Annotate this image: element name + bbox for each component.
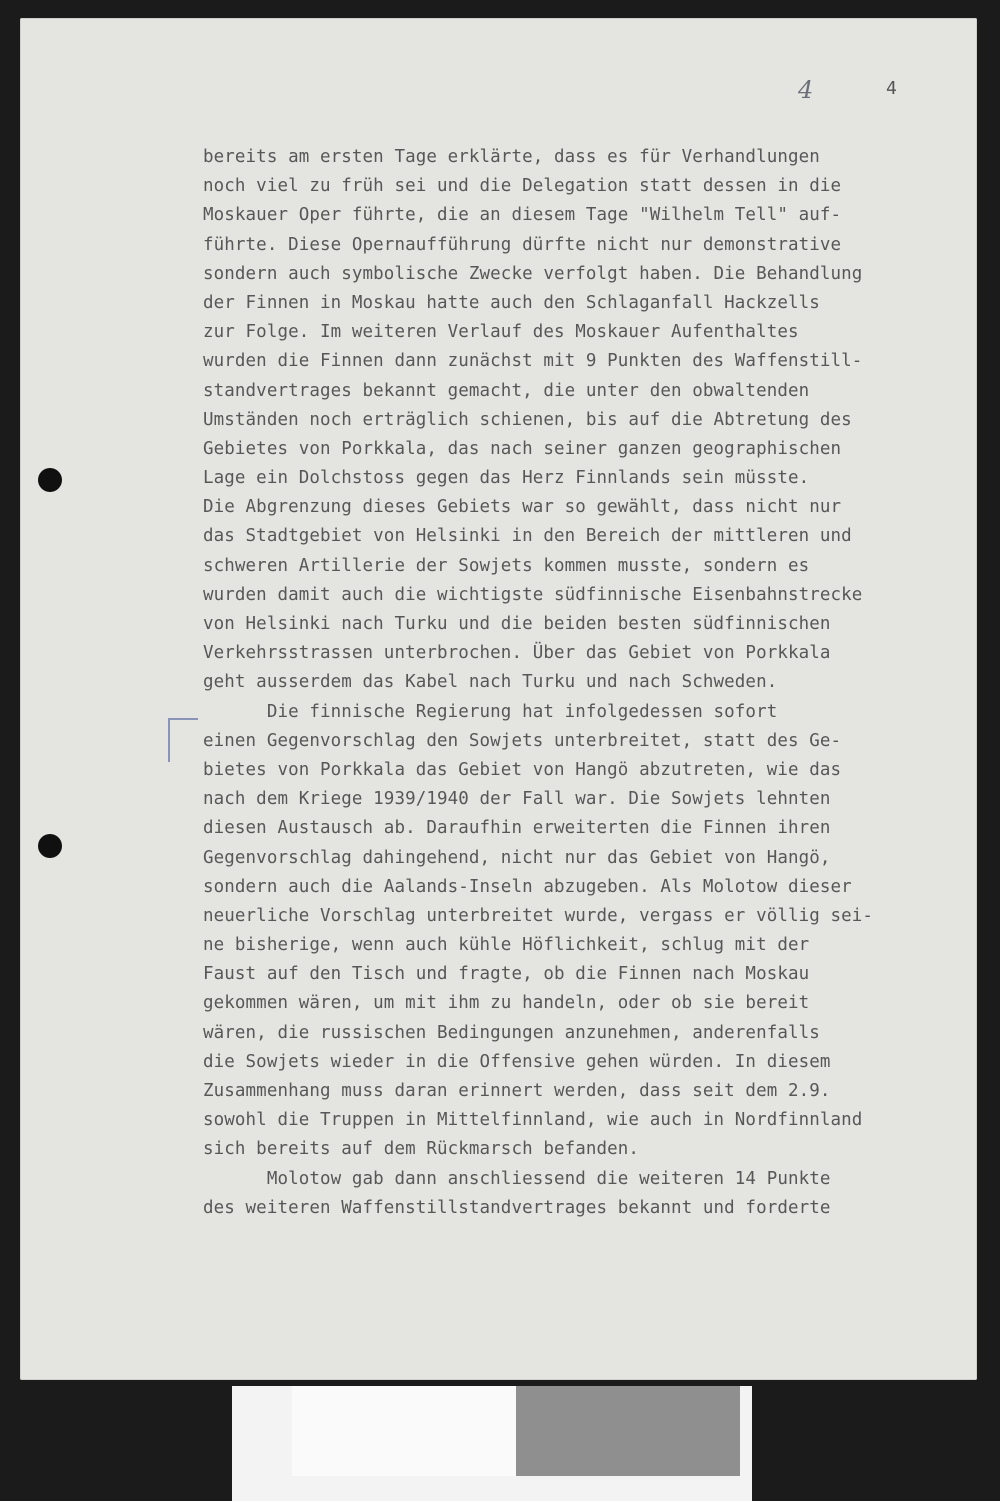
text-line: geht ausserdem das Kabel nach Turku und nach Schweden.	[203, 672, 778, 693]
text-line: diesen Austausch ab. Daraufhin erweiterten die Finnen ihren	[203, 818, 831, 839]
punch-hole-bottom	[38, 834, 62, 858]
text-line: wurden die Finnen dann zunächst mit 9 Punkten des Waffenstill-	[203, 351, 863, 372]
text-line: nach dem Kriege 1939/1940 der Fall war. Die Sowjets lehnten	[203, 789, 831, 810]
text-line: Lage ein Dolchstoss gegen das Herz Finnlands sein müsste.	[203, 468, 810, 489]
text-line: Verkehrsstrassen unterbrochen. Über das Gebiet von Porkkala	[203, 643, 831, 664]
text-line: einen Gegenvorschlag den Sowjets unterbreitet, statt des Ge-	[203, 730, 842, 751]
text-line: Die Abgrenzung dieses Gebiets war so gewählt, dass nicht nur	[203, 497, 842, 518]
typewritten-body	[203, 143, 953, 1223]
typed-page-number: 4	[886, 78, 897, 99]
punch-hole-top	[38, 468, 62, 492]
text-line: Molotow gab dann anschliessend die weiteren 14 Punkte	[203, 1168, 831, 1189]
text-line: sondern auch symbolische Zwecke verfolgt haben. Die Behandlung	[203, 263, 863, 284]
text-line: des weiteren Waffenstillstandvertrages bekannt und forderte	[203, 1197, 831, 1218]
text-line: der Finnen in Moskau hatte auch den Schlaganfall Hackzells	[203, 292, 820, 313]
text-line: sondern auch die Aalands-Inseln abzugeben. Als Molotow dieser	[203, 876, 852, 897]
text-line: wurden damit auch die wichtigste südfinnische Eisenbahnstrecke	[203, 584, 863, 605]
handwritten-page-number: 4	[798, 76, 814, 104]
text-line: von Helsinki nach Turku und die beiden besten südfinnischen	[203, 614, 831, 634]
text-line: führte. Diese Opernaufführung dürfte nicht nur demonstrative	[203, 234, 842, 255]
text-line: schweren Artillerie der Sowjets kommen musste, sondern es	[203, 555, 810, 576]
text-line: Faust auf den Tisch und fragte, ob die Finnen nach Moskau	[203, 964, 810, 985]
text-line: zur Folge. Im weiteren Verlauf des Moskauer Aufenthaltes	[203, 322, 799, 343]
margin-bracket-mark	[168, 718, 198, 762]
text-line: noch viel zu früh sei und die Delegation statt dessen in die	[203, 176, 842, 197]
text-line: Gebietes von Porkkala, das nach seiner ganzen geographischen	[203, 438, 842, 459]
text-line: die Sowjets wieder in die Offensive gehen würden. In diesem	[203, 1051, 831, 1072]
text-line: neuerliche Vorschlag unterbreitet wurde, vergass er völlig sei-	[203, 905, 874, 926]
text-line: Umständen noch erträglich schienen, bis auf die Abtretung des	[203, 409, 852, 430]
text-line: bereits am ersten Tage erklärte, dass es für Verhandlungen	[203, 147, 820, 167]
text-line: Moskauer Oper führte, die an diesem Tage "Wilhelm Tell" auf-	[203, 205, 842, 226]
text-line: bietes von Porkkala das Gebiet von Hangö abzutreten, wie das	[203, 759, 842, 780]
gray-reference-patch	[516, 1386, 740, 1476]
text-line: Zusammenhang muss daran erinnert werden, dass seit dem 2.9.	[203, 1081, 831, 1101]
white-reference-patch	[292, 1386, 516, 1476]
text-line: wären, die russischen Bedingungen anzunehmen, anderenfalls	[203, 1022, 820, 1043]
text-line: sich bereits auf dem Rückmarsch befanden.	[203, 1139, 640, 1160]
text-line: sowohl die Truppen in Mittelfinnland, wie auch in Nordfinnland	[203, 1110, 863, 1131]
text-line: standvertrages bekannt gemacht, die unter den obwaltenden	[203, 380, 810, 401]
text-line: Gegenvorschlag dahingehend, nicht nur das Gebiet von Hangö,	[203, 847, 831, 868]
text-line: gekommen wären, um mit ihm zu handeln, oder ob sie bereit	[203, 993, 810, 1014]
text-line: Die finnische Regierung hat infolgedessen sofort	[203, 701, 778, 722]
text-line: das Stadtgebiet von Helsinki in den Bereich der mittleren und	[203, 526, 852, 547]
text-line: ne bisherige, wenn auch kühle Höflichkeit, schlug mit der	[203, 935, 810, 956]
